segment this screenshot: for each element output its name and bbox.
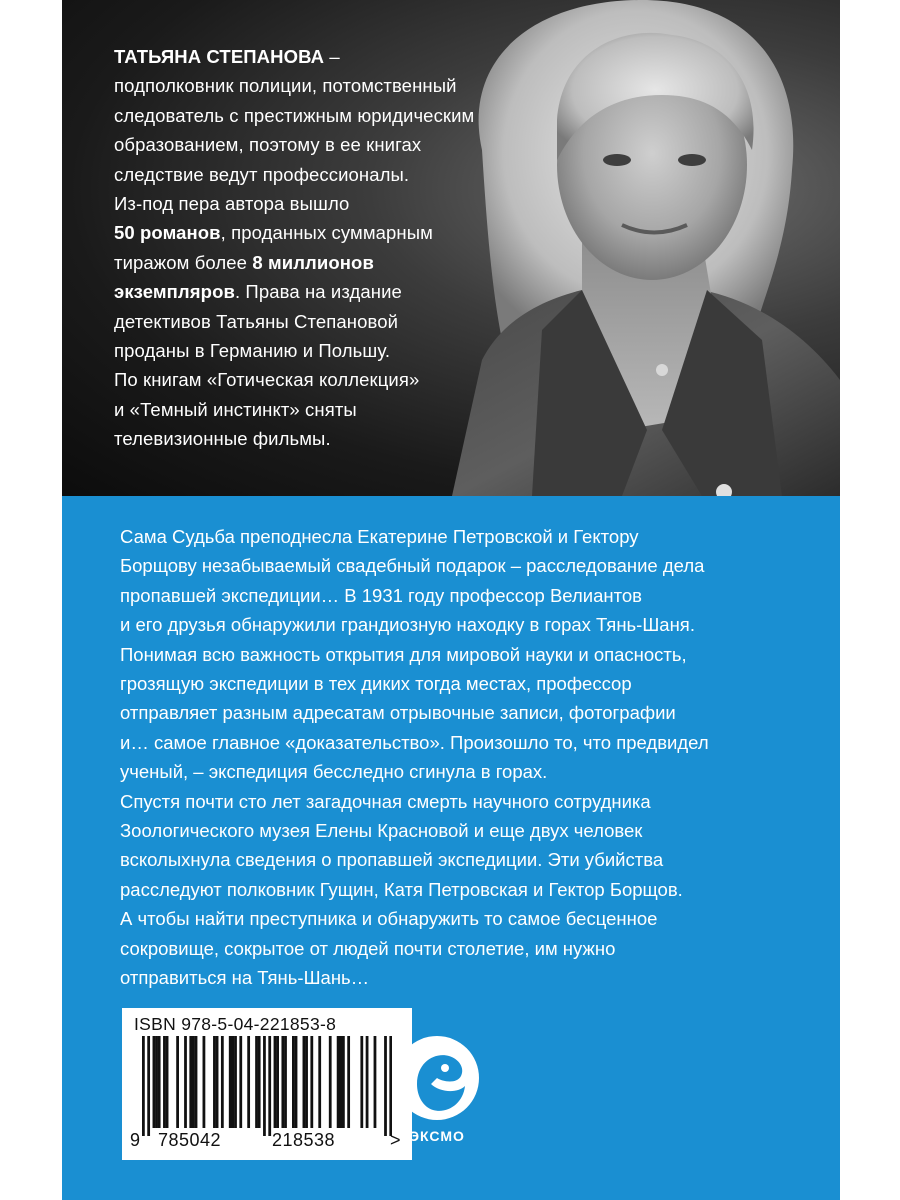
barcode-bar bbox=[216, 1036, 219, 1128]
barcode-bar bbox=[284, 1036, 287, 1128]
isbn-label: ISBN 978-5-04-221853-8 bbox=[134, 1014, 337, 1034]
barcode-bar bbox=[158, 1036, 161, 1128]
publisher-logo bbox=[387, 1032, 487, 1152]
barcode-bar bbox=[153, 1036, 156, 1128]
bio-bold-text: 8 миллионов bbox=[252, 251, 374, 273]
barcode-bar bbox=[155, 1036, 158, 1128]
barcode-bar bbox=[192, 1036, 195, 1128]
barcode-bar bbox=[329, 1036, 332, 1128]
bio-text: тиражом более bbox=[114, 251, 253, 273]
annotation-line: расследуют полковник Гущин, Катя Петровская и Гектор Борщов. bbox=[120, 878, 683, 900]
bio-line bbox=[114, 130, 534, 159]
bio-line bbox=[114, 101, 534, 130]
barcode-bar bbox=[295, 1036, 298, 1128]
bio-line bbox=[114, 336, 534, 365]
annotation-line: ученый, – экспедиция бесследно сгинула в горах. bbox=[120, 761, 548, 783]
barcode-bar bbox=[166, 1036, 169, 1128]
barcode-bar bbox=[281, 1036, 284, 1128]
annotation-line: отправиться на Тянь-Шань… bbox=[120, 967, 370, 989]
barcode-bar bbox=[234, 1036, 237, 1128]
annotation-line: сокровище, сокрытое от людей почти столетие, им нужно bbox=[120, 937, 616, 959]
bio-text: и «Темный инстинкт» сняты bbox=[114, 398, 357, 420]
publisher-name: ЭКСМО bbox=[409, 1128, 465, 1144]
barcode-bar bbox=[231, 1036, 234, 1128]
annotation-line: Сама Судьба преподнесла Екатерине Петровской и Гектору bbox=[120, 526, 639, 547]
barcode-bar bbox=[366, 1036, 369, 1128]
barcode-bar bbox=[292, 1036, 295, 1128]
bio-line bbox=[114, 277, 534, 306]
book-annotation bbox=[120, 522, 820, 993]
bio-line bbox=[114, 218, 534, 247]
annotation-line: всколыхнула сведения о пропавшей экспедиции. Эти убийства bbox=[120, 849, 664, 871]
barcode-bar bbox=[142, 1036, 145, 1136]
barcode-bar bbox=[318, 1036, 321, 1128]
barcode-bar bbox=[189, 1036, 192, 1128]
barcode-digit-quiet: > bbox=[390, 1130, 402, 1150]
bio-text: – bbox=[324, 46, 340, 67]
bio-line bbox=[114, 424, 534, 453]
bio-line bbox=[114, 307, 534, 336]
barcode-bar bbox=[347, 1036, 350, 1128]
barcode-bar bbox=[255, 1036, 258, 1128]
barcode-bar bbox=[337, 1036, 340, 1128]
barcode-bar bbox=[195, 1036, 198, 1128]
bio-text: образованием, поэтому в ее книгах bbox=[114, 134, 422, 156]
barcode-bar bbox=[221, 1036, 224, 1128]
barcode-bar bbox=[274, 1036, 277, 1128]
bio-text: По книгам «Готическая коллекция» bbox=[114, 369, 420, 391]
annotation-line: пропавшей экспедиции… В 1931 году профессор Велиантов bbox=[120, 584, 643, 606]
bio-text: следствие ведут профессионалы. bbox=[114, 163, 410, 185]
annotation-line: Зоологического музея Елены Красновой и еще двух человек bbox=[120, 820, 643, 842]
barcode-bar bbox=[276, 1036, 279, 1128]
bio-text: проданы в Германию и Польшу. bbox=[114, 340, 391, 362]
author-photo-section bbox=[62, 0, 840, 496]
barcode-bar bbox=[184, 1036, 187, 1128]
barcode-bars bbox=[142, 1036, 392, 1138]
annotation-line: Понимая всю важность открытия для мировой науки и опасность, bbox=[120, 643, 687, 665]
barcode-bar bbox=[303, 1036, 306, 1128]
annotation-line: Спустя почти сто лет загадочная смерть научного сотрудника bbox=[120, 790, 651, 812]
book-back-cover bbox=[62, 0, 840, 1200]
barcode-bar bbox=[176, 1036, 179, 1128]
bio-line bbox=[114, 365, 534, 394]
barcode-bar bbox=[147, 1036, 150, 1136]
bio-line bbox=[114, 248, 534, 277]
barcode-bar bbox=[305, 1036, 308, 1128]
bio-text: . Права на издание bbox=[234, 281, 402, 303]
bio-text: Из-под пера автора вышло bbox=[114, 193, 350, 215]
eksmo-logo-icon bbox=[387, 1032, 487, 1124]
barcode-bar bbox=[229, 1036, 232, 1128]
barcode-bar bbox=[360, 1036, 363, 1128]
barcode-bar bbox=[163, 1036, 166, 1128]
bio-text: телевизионные фильмы. bbox=[114, 428, 331, 450]
barcode-bar bbox=[213, 1036, 216, 1128]
barcode-bar bbox=[263, 1036, 266, 1136]
annotation-line: Борщову незабываемый свадебный подарок – расследование дела bbox=[120, 555, 705, 577]
barcode-bar bbox=[247, 1036, 250, 1128]
barcode-digit-left-group: 785042 bbox=[158, 1130, 222, 1150]
bio-bold-text: 50 романов bbox=[114, 222, 221, 244]
bio-line bbox=[114, 71, 534, 100]
annotation-line: и его друзья обнаружили грандиозную находку в горах Тянь-Шаня. bbox=[120, 614, 695, 636]
annotation-line: грозящую экспедиции в тех диких тогда местах, профессор bbox=[120, 673, 632, 695]
bio-line bbox=[114, 42, 534, 71]
barcode-bar bbox=[374, 1036, 377, 1128]
bio-line bbox=[114, 160, 534, 189]
bio-text: подполковник полиции, потомственный bbox=[114, 75, 457, 97]
barcode-panel bbox=[122, 1008, 412, 1160]
bio-line bbox=[114, 189, 534, 218]
barcode-bar bbox=[239, 1036, 242, 1128]
bio-bold-text: ТАТЬЯНА СТЕПАНОВА bbox=[114, 46, 325, 67]
bio-text: , проданных суммарным bbox=[220, 222, 433, 244]
bio-line bbox=[114, 395, 534, 424]
annotation-line: и… самое главное «доказательство». Произошло то, что предвидел bbox=[120, 731, 709, 753]
barcode-digit-right-group: 218538 bbox=[272, 1130, 336, 1150]
barcode-digit-lead: 9 bbox=[130, 1130, 141, 1150]
bio-text: детективов Татьяны Степановой bbox=[114, 310, 399, 332]
bio-bold-text: экземпляров bbox=[114, 281, 235, 303]
barcode-bar bbox=[339, 1036, 342, 1128]
barcode-bar bbox=[310, 1036, 313, 1128]
barcode-bar bbox=[342, 1036, 345, 1128]
barcode-bar bbox=[203, 1036, 206, 1128]
barcode-bar bbox=[258, 1036, 261, 1128]
barcode-bar bbox=[268, 1036, 271, 1136]
bio-text: следователь с престижным юридическим bbox=[114, 104, 475, 126]
annotation-line: А чтобы найти преступника и обнаружить то самое бесценное bbox=[120, 908, 658, 930]
author-bio bbox=[114, 42, 534, 454]
annotation-line: отправляет разным адресатам отрывочные записи, фотографии bbox=[120, 702, 676, 724]
